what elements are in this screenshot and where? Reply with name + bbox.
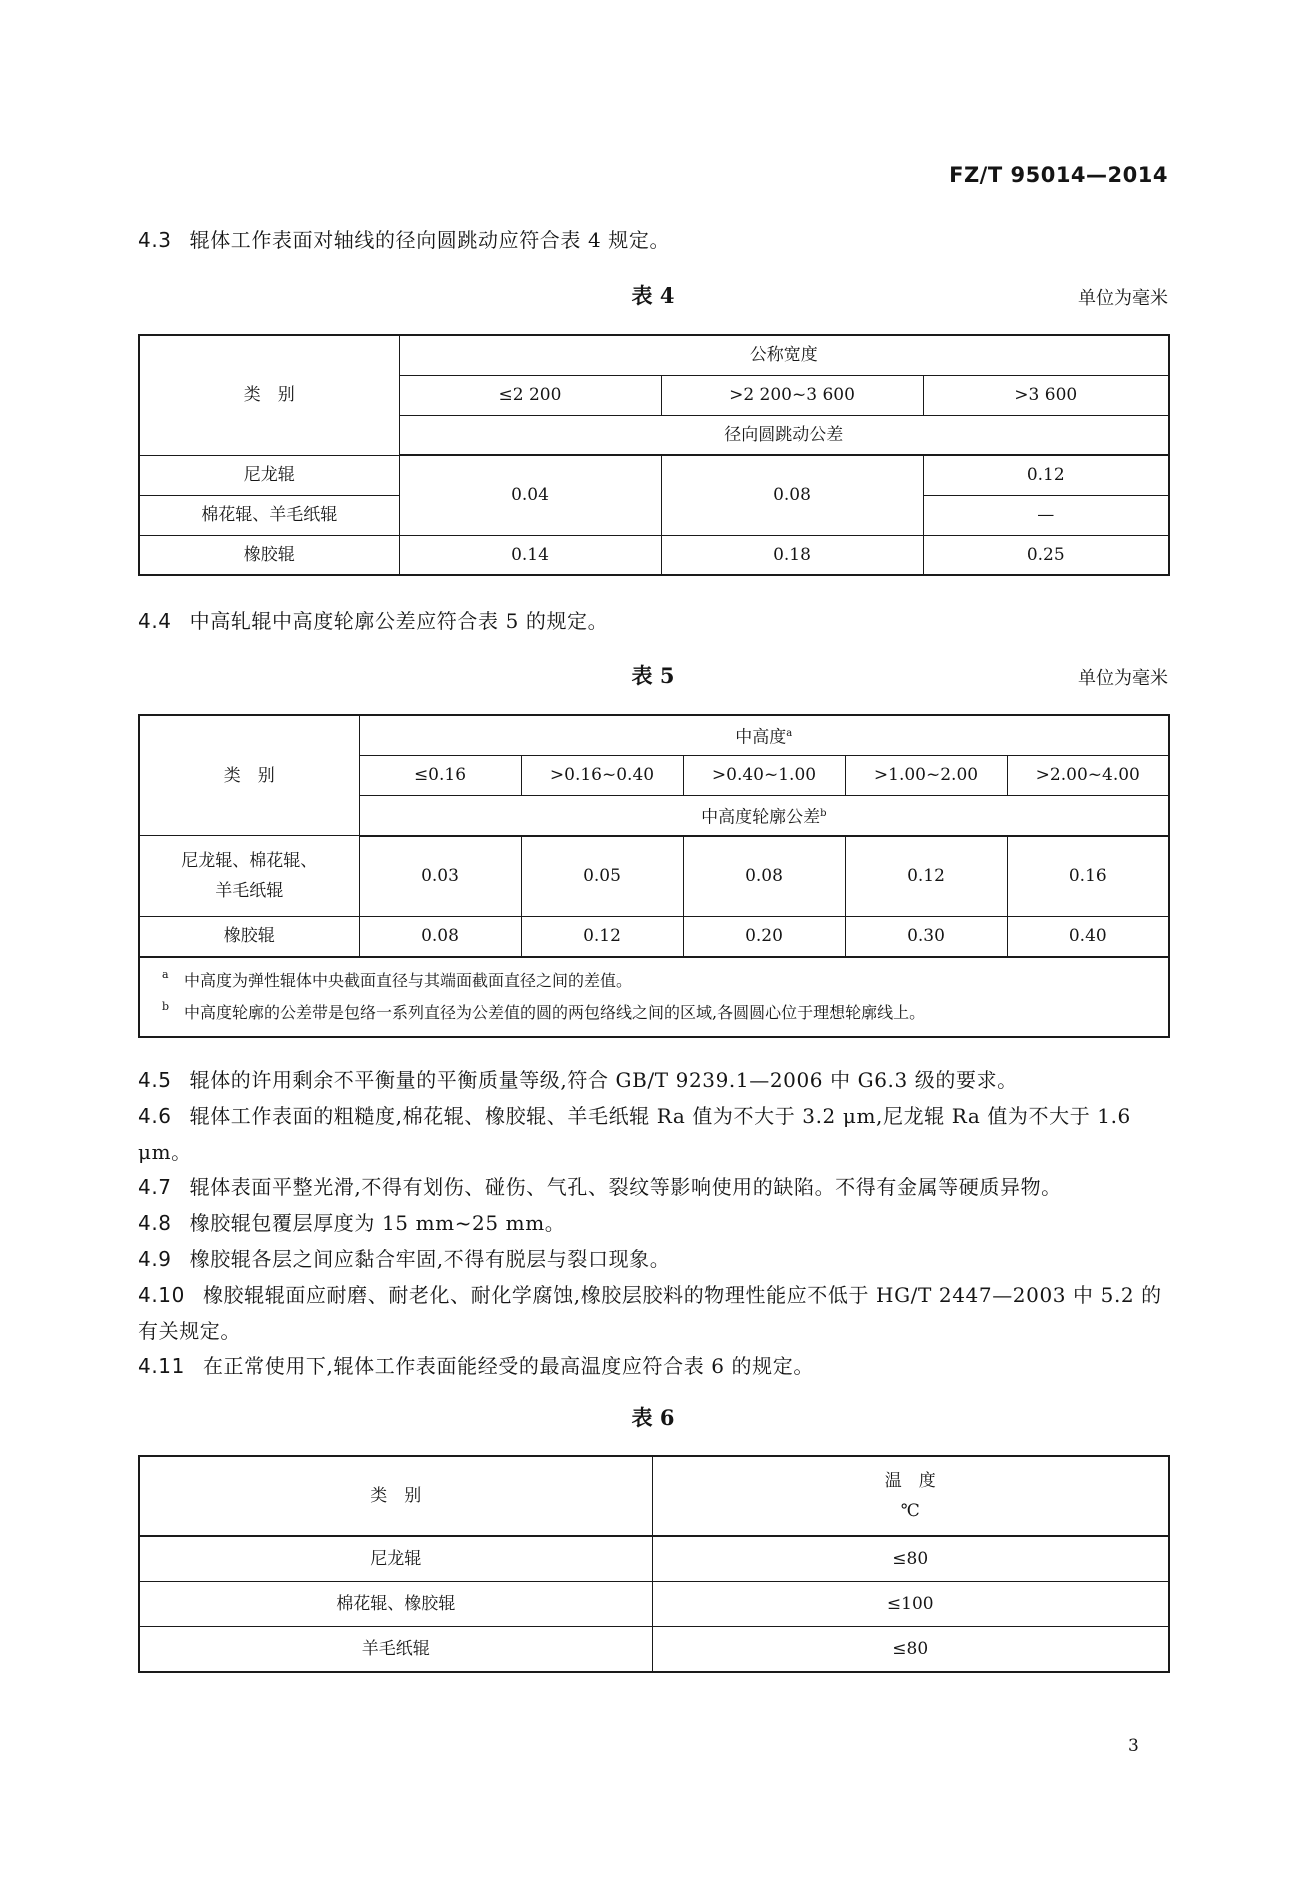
clause-4-4 — [138, 603, 1168, 639]
clause-number: 4.3 — [138, 228, 172, 252]
table5-category-header: 类 别 — [139, 715, 359, 836]
table5-cell: 0.12 — [521, 916, 683, 956]
table6-category-header: 类 别 — [139, 1456, 652, 1536]
table5 — [138, 714, 1170, 1038]
clause-4-11 — [138, 1348, 1168, 1384]
clause-number: 4.6 — [138, 1104, 172, 1128]
clause-number: 4.5 — [138, 1068, 172, 1092]
table4-cell: 0.12 — [923, 455, 1169, 495]
table4-unit: 单位为毫米 — [1078, 288, 1168, 309]
table5-notes — [139, 957, 1169, 1038]
table4-row-label: 尼龙辊 — [139, 455, 399, 495]
clause-number: 4.7 — [138, 1175, 172, 1199]
clause-text: 辊体工作表面的粗糙度,棉花辊、橡胶辊、羊毛纸辊 Ra 值为不大于 3.2 μm,尼龙辊 Ra 值为不大于 1.6 μm。 — [138, 1104, 1131, 1164]
table4 — [138, 334, 1170, 576]
table4-col-header: ≤2 200 — [399, 375, 661, 415]
clause-number: 4.11 — [138, 1354, 185, 1378]
footnote-b: b 中高度轮廓的公差带是包络一系列直径为公差值的圆的两包络线之间的区域,各圆圆心位于理想轮廓线上。 — [162, 999, 926, 1022]
clause-4-3 — [138, 222, 1168, 258]
table4-row-label: 棉花辊、羊毛纸辊 — [139, 495, 399, 535]
table5-cell: 0.03 — [359, 836, 521, 917]
footnote-mark: a — [786, 727, 793, 739]
table6-cell: ≤100 — [652, 1582, 1169, 1627]
table5-col-header: >2.00~4.00 — [1007, 755, 1169, 795]
table5-sub-header: 中高度轮廓公差$^b$ — [359, 796, 1169, 836]
table5-col-header: ≤0.16 — [359, 755, 521, 795]
table4-col-header: >2 200~3 600 — [661, 375, 923, 415]
table5-cell: 0.16 — [1007, 836, 1169, 917]
table5-cell: 0.12 — [845, 836, 1007, 917]
table6-temp-header: 温 度 ℃ — [652, 1456, 1169, 1536]
table5-cell: 0.30 — [845, 916, 1007, 956]
clause-4-9 — [138, 1241, 1168, 1277]
table5-row-label: 橡胶辊 — [139, 916, 359, 956]
clause-text: 橡胶辊辊面应耐磨、耐老化、耐化学腐蚀,橡胶层胶料的物理性能应不低于 HG/T 2447—2003 中 5.2 的有关规定。 — [138, 1283, 1162, 1343]
table4-col-header: >3 600 — [923, 375, 1169, 415]
document-code: FZ/T 95014—2014 — [949, 163, 1168, 187]
table5-cell: 0.40 — [1007, 916, 1169, 956]
footnote-mark: b — [820, 807, 827, 819]
clause-number: 4.9 — [138, 1247, 172, 1271]
clause-number: 4.8 — [138, 1211, 172, 1235]
temp-unit: ℃ — [900, 1501, 920, 1522]
table4-sub-header: 径向圆跳动公差 — [399, 415, 1169, 455]
table5-title: 表 5 — [631, 663, 675, 688]
clause-text: 辊体工作表面对轴线的径向圆跳动应符合表 4 规定。 — [189, 228, 671, 252]
table6-row-label: 羊毛纸辊 — [139, 1627, 652, 1672]
clause-text: 在正常使用下,辊体工作表面能经受的最高温度应符合表 6 的规定。 — [202, 1354, 814, 1378]
table4-cell: 0.08 — [661, 455, 923, 535]
table6-row-label: 尼龙辊 — [139, 1536, 652, 1581]
table5-cell: 0.20 — [683, 916, 845, 956]
table4-cell: 0.14 — [399, 535, 661, 575]
table4-cell: 0.18 — [661, 535, 923, 575]
table5-col-header: >0.16~0.40 — [521, 755, 683, 795]
clause-number: 4.4 — [138, 609, 172, 633]
table4-row-label: 橡胶辊 — [139, 535, 399, 575]
clause-text: 辊体表面平整光滑,不得有划伤、碰伤、气孔、裂纹等影响使用的缺陷。不得有金属等硬质异物。 — [189, 1175, 1062, 1199]
table4-cell: — — [923, 495, 1169, 535]
table6-title: 表 6 — [631, 1405, 675, 1430]
clause-text: 橡胶辊包覆层厚度为 15 mm~25 mm。 — [189, 1211, 566, 1235]
clause-text: 辊体的许用剩余不平衡量的平衡质量等级,符合 GB/T 9239.1—2006 中 G6.3 级的要求。 — [189, 1068, 1018, 1092]
table5-col-header: >0.40~1.00 — [683, 755, 845, 795]
clause-4-6 — [138, 1098, 1168, 1170]
table6-row-label: 棉花辊、橡胶辊 — [139, 1582, 652, 1627]
table6 — [138, 1455, 1170, 1673]
table6-cell: ≤80 — [652, 1536, 1169, 1581]
table4-cell: 0.04 — [399, 455, 661, 535]
table5-cell: 0.05 — [521, 836, 683, 917]
table5-cell: 0.08 — [683, 836, 845, 917]
table5-unit: 单位为毫米 — [1078, 668, 1168, 689]
table5-cell: 0.08 — [359, 916, 521, 956]
table4-col-group: 公称宽度 — [399, 335, 1169, 375]
table5-col-header: >1.00~2.00 — [845, 755, 1007, 795]
table4-title: 表 4 — [631, 283, 675, 308]
clause-text: 中高轧辊中高度轮廓公差应符合表 5 的规定。 — [189, 609, 609, 633]
clause-4-5 — [138, 1062, 1168, 1098]
clause-4-7 — [138, 1169, 1168, 1205]
table4-cell: 0.25 — [923, 535, 1169, 575]
table6-cell: ≤80 — [652, 1627, 1169, 1672]
table4-category-header: 类 别 — [139, 335, 399, 455]
clause-4-10 — [138, 1277, 1168, 1349]
clause-text: 橡胶辊各层之间应黏合牢固,不得有脱层与裂口现象。 — [189, 1247, 671, 1271]
page-number: 3 — [1128, 1736, 1139, 1756]
clause-number: 4.10 — [138, 1283, 185, 1307]
footnote-a: a 中高度为弹性辊体中央截面直径与其端面截面直径之间的差值。 — [162, 967, 633, 990]
table5-row-label: 尼龙辊、棉花辊、 羊毛纸辊 — [139, 836, 359, 917]
clause-4-8 — [138, 1205, 1168, 1241]
table5-col-group: 中高度$^a$ — [359, 715, 1169, 755]
